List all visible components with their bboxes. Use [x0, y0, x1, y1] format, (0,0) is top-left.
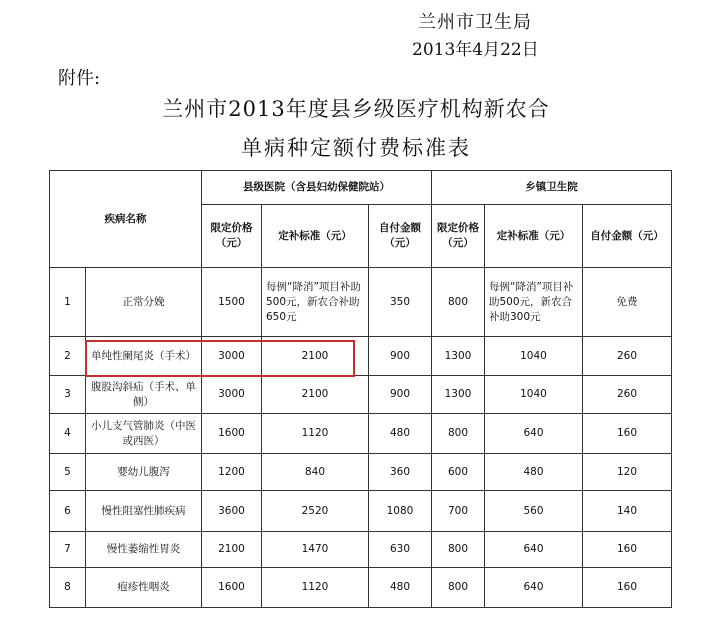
header-county-hospital: 县级医院（含县妇幼保健院站） — [202, 171, 432, 205]
header-town-subsidy: 定补标准（元） — [485, 205, 583, 268]
disease-name: 正常分娩 — [86, 268, 202, 337]
attachment-label: 附件: — [58, 68, 101, 89]
county-limit-price: 1600 — [202, 414, 262, 454]
town-subsidy: 1040 — [485, 376, 583, 414]
disease-name: 慢性萎缩性胃炎 — [86, 532, 202, 568]
county-limit-price: 1500 — [202, 268, 262, 337]
table-row — [50, 337, 672, 376]
town-limit-price: 1300 — [432, 337, 485, 376]
town-self-pay: 160 — [583, 568, 672, 608]
header-county-limit-price: 限定价格（元） — [202, 205, 262, 268]
county-limit-price: 3600 — [202, 491, 262, 532]
county-self-pay: 350 — [369, 268, 432, 337]
disease-name: 腹股沟斜疝（手术、单侧） — [86, 376, 202, 414]
county-subsidy: 1120 — [262, 414, 369, 454]
table-row — [50, 532, 672, 568]
document-title-line1: 兰州市2013年度县乡级医疗机构新农合 — [162, 97, 550, 121]
town-subsidy: 1040 — [485, 337, 583, 376]
row-number: 6 — [50, 491, 86, 532]
county-self-pay: 900 — [369, 337, 432, 376]
disease-name: 慢性阻塞性肺疾病 — [86, 491, 202, 532]
town-self-pay: 260 — [583, 337, 672, 376]
document-title-line2: 单病种定额付费标准表 — [241, 136, 471, 160]
row-number: 3 — [50, 376, 86, 414]
town-subsidy: 640 — [485, 532, 583, 568]
county-subsidy: 每例“降消”项目补助500元，新农合补助650元 — [262, 268, 369, 337]
town-subsidy: 640 — [485, 414, 583, 454]
row-number: 1 — [50, 268, 86, 337]
town-subsidy: 每例“降消”项目补助500元，新农合补助300元 — [485, 268, 583, 337]
town-limit-price: 700 — [432, 491, 485, 532]
town-limit-price: 800 — [432, 568, 485, 608]
header-county-self-pay: 自付金额（元） — [369, 205, 432, 268]
town-subsidy: 640 — [485, 568, 583, 608]
county-self-pay: 900 — [369, 376, 432, 414]
disease-name: 疱疹性咽炎 — [86, 568, 202, 608]
town-self-pay: 120 — [583, 454, 672, 491]
county-subsidy: 1470 — [262, 532, 369, 568]
county-self-pay: 480 — [369, 568, 432, 608]
county-self-pay: 1080 — [369, 491, 432, 532]
header-disease-name: 疾病名称 — [50, 171, 202, 268]
row-number: 2 — [50, 337, 86, 376]
town-self-pay: 140 — [583, 491, 672, 532]
county-subsidy: 1120 — [262, 568, 369, 608]
table-row — [50, 376, 672, 414]
town-limit-price: 800 — [432, 268, 485, 337]
county-subsidy: 2100 — [262, 337, 369, 376]
town-self-pay: 160 — [583, 532, 672, 568]
town-subsidy: 560 — [485, 491, 583, 532]
row-number: 8 — [50, 568, 86, 608]
town-limit-price: 600 — [432, 454, 485, 491]
county-limit-price: 3000 — [202, 337, 262, 376]
county-self-pay: 360 — [369, 454, 432, 491]
town-self-pay: 260 — [583, 376, 672, 414]
county-limit-price: 1200 — [202, 454, 262, 491]
table-row — [50, 268, 672, 337]
disease-name: 单纯性阑尾炎（手术） — [86, 337, 202, 376]
disease-name: 小儿支气管肺炎（中医或西医） — [86, 414, 202, 454]
disease-name: 婴幼儿腹泻 — [86, 454, 202, 491]
town-subsidy: 480 — [485, 454, 583, 491]
county-subsidy: 2520 — [262, 491, 369, 532]
town-limit-price: 1300 — [432, 376, 485, 414]
fee-standard-table — [49, 170, 672, 608]
town-limit-price: 800 — [432, 414, 485, 454]
county-limit-price: 2100 — [202, 532, 262, 568]
row-number: 4 — [50, 414, 86, 454]
town-self-pay: 免费 — [583, 268, 672, 337]
header-town-limit-price: 限定价格（元） — [432, 205, 485, 268]
row-number: 5 — [50, 454, 86, 491]
county-limit-price: 1600 — [202, 568, 262, 608]
issue-date: 2013年4月22日 — [412, 40, 539, 60]
issuer-name: 兰州市卫生局 — [418, 12, 532, 33]
county-self-pay: 630 — [369, 532, 432, 568]
table-row — [50, 414, 672, 454]
table-row — [50, 568, 672, 608]
row-number: 7 — [50, 532, 86, 568]
header-town-self-pay: 自付金额（元） — [583, 205, 672, 268]
county-subsidy: 840 — [262, 454, 369, 491]
town-self-pay: 160 — [583, 414, 672, 454]
header-town-clinic: 乡镇卫生院 — [432, 171, 672, 205]
county-limit-price: 3000 — [202, 376, 262, 414]
header-county-subsidy: 定补标准（元） — [262, 205, 369, 268]
table-row — [50, 454, 672, 491]
county-subsidy: 2100 — [262, 376, 369, 414]
county-self-pay: 480 — [369, 414, 432, 454]
table-row — [50, 491, 672, 532]
town-limit-price: 800 — [432, 532, 485, 568]
